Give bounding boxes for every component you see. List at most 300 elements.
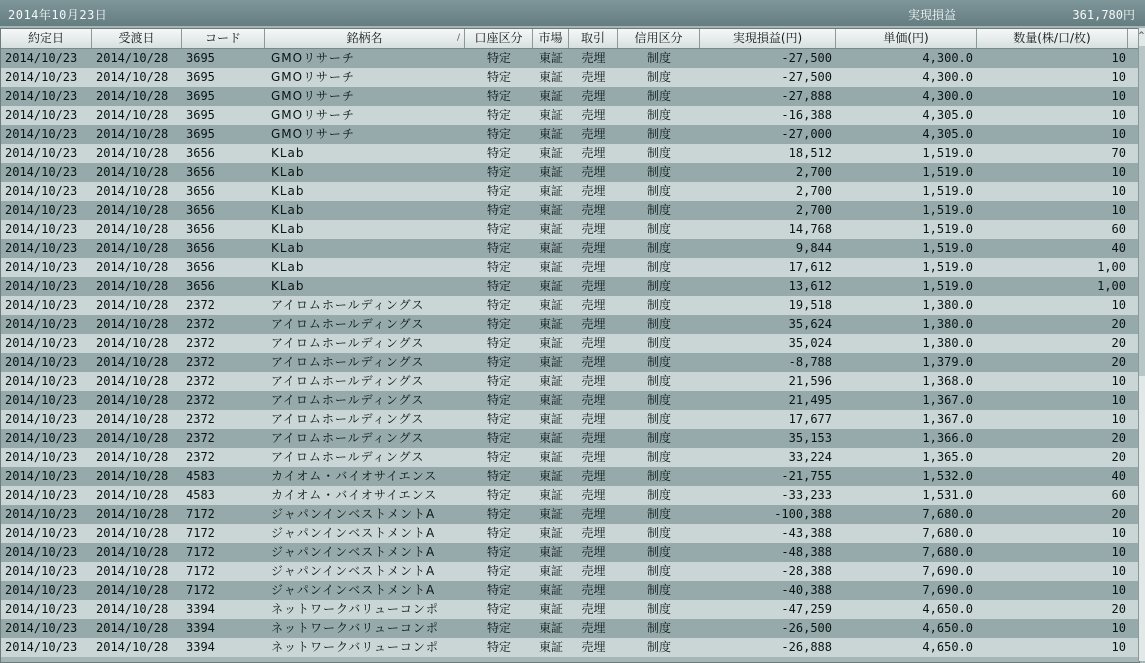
table-row[interactable]	[1, 49, 1139, 68]
cell-margin-type: 制度	[646, 108, 671, 122]
cell-margin-type: 制度	[646, 222, 671, 236]
cell-margin-type: 制度	[646, 602, 671, 616]
table-row[interactable]	[1, 315, 1139, 334]
cell-market: 東証	[538, 507, 563, 521]
cell-settlement-date: 2014/10/28	[96, 317, 169, 331]
cell-code: 2372	[186, 393, 215, 407]
cell-account-type: 特定	[486, 51, 511, 65]
cell-quantity: 10	[1111, 526, 1126, 540]
table-row[interactable]	[1, 448, 1139, 467]
cell-trade-date: 2014/10/23	[5, 146, 78, 160]
cell-margin-type: 制度	[646, 488, 671, 502]
column-header-trade-date[interactable]: 約定日	[1, 29, 92, 48]
cell-quantity: 10	[1111, 545, 1126, 559]
cell-margin-type: 制度	[646, 127, 671, 141]
cell-account-type: 特定	[486, 393, 511, 407]
cell-market: 東証	[538, 431, 563, 445]
cell-realized-profit: -26,888	[781, 640, 832, 654]
cell-settlement-date: 2014/10/28	[96, 374, 169, 388]
cell-account-type: 特定	[486, 89, 511, 103]
cell-trade-date: 2014/10/23	[5, 298, 78, 312]
table-row[interactable]	[1, 144, 1139, 163]
cell-account-type: 特定	[486, 602, 511, 616]
cell-stock-name: KLab	[271, 146, 305, 160]
cell-code: 2372	[186, 336, 215, 350]
table-row[interactable]	[1, 638, 1139, 657]
cell-code: 3656	[186, 146, 215, 160]
sort-indicator-icon: /	[456, 33, 460, 43]
cell-settlement-date: 2014/10/28	[96, 165, 169, 179]
cell-trade-type: 売埋	[581, 108, 606, 122]
cell-trade-date: 2014/10/23	[5, 241, 78, 255]
cell-code: 2372	[186, 431, 215, 445]
cell-market: 東証	[538, 450, 563, 464]
cell-market: 東証	[538, 545, 563, 559]
cell-trade-type: 売埋	[581, 355, 606, 369]
table-row[interactable]	[1, 467, 1139, 486]
cell-code: 3656	[186, 260, 215, 274]
cell-code: 2372	[186, 298, 215, 312]
column-header-realized-profit[interactable]: 実現損益(円)	[700, 29, 836, 48]
cell-margin-type: 制度	[646, 450, 671, 464]
cell-account-type: 特定	[486, 70, 511, 84]
cell-trade-date: 2014/10/23	[5, 279, 78, 293]
cell-trade-date: 2014/10/23	[5, 260, 78, 274]
cell-trade-date: 2014/10/23	[5, 488, 78, 502]
cell-code: 3656	[186, 279, 215, 293]
cell-market: 東証	[538, 393, 563, 407]
cell-margin-type: 制度	[646, 412, 671, 426]
cell-realized-profit: -16,388	[781, 108, 832, 122]
cell-code: 7172	[186, 564, 215, 578]
cell-settlement-date: 2014/10/28	[96, 431, 169, 445]
cell-margin-type: 制度	[646, 203, 671, 217]
cell-trade-type: 売埋	[581, 374, 606, 388]
table-row[interactable]	[1, 581, 1139, 600]
cell-unit-price: 1,519.0	[922, 279, 973, 293]
cell-account-type: 特定	[486, 298, 511, 312]
cell-trade-type: 売埋	[581, 70, 606, 84]
cell-trade-date: 2014/10/23	[5, 336, 78, 350]
cell-trade-type: 売埋	[581, 621, 606, 635]
scrollbar-thumb[interactable]	[1139, 46, 1145, 376]
cell-trade-type: 売埋	[581, 146, 606, 160]
cell-quantity: 40	[1111, 241, 1126, 255]
cell-account-type: 特定	[486, 450, 511, 464]
cell-trade-type: 売埋	[581, 127, 606, 141]
cell-stock-name: KLab	[271, 260, 305, 274]
cell-account-type: 特定	[486, 241, 511, 255]
table-row[interactable]	[1, 505, 1139, 524]
cell-market: 東証	[538, 260, 563, 274]
column-header-code[interactable]: コード	[182, 29, 265, 48]
column-header-account-type[interactable]: 口座区分	[465, 29, 533, 48]
cell-realized-profit: 35,624	[788, 317, 832, 331]
cell-settlement-date: 2014/10/28	[96, 336, 169, 350]
cell-unit-price: 4,650.0	[922, 640, 973, 654]
realized-profit-label: 実現損益	[908, 8, 957, 22]
cell-market: 東証	[538, 583, 563, 597]
cell-quantity: 60	[1111, 488, 1126, 502]
cell-settlement-date: 2014/10/28	[96, 469, 169, 483]
cell-stock-name: ジャパンインベストメントA	[271, 564, 436, 578]
cell-stock-name: アイロムホールディングス	[271, 393, 425, 407]
table-row[interactable]	[1, 220, 1139, 239]
cell-margin-type: 制度	[646, 260, 671, 274]
cell-trade-type: 売埋	[581, 393, 606, 407]
cell-quantity: 20	[1111, 450, 1126, 464]
table-row[interactable]	[1, 258, 1139, 277]
cell-margin-type: 制度	[646, 70, 671, 84]
cell-realized-profit: -27,500	[781, 51, 832, 65]
cell-realized-profit: -27,000	[781, 127, 832, 141]
cell-account-type: 特定	[486, 184, 511, 198]
table-row[interactable]	[1, 239, 1139, 258]
cell-market: 東証	[538, 146, 563, 160]
cell-unit-price: 4,300.0	[922, 51, 973, 65]
cell-market: 東証	[538, 108, 563, 122]
cell-settlement-date: 2014/10/28	[96, 583, 169, 597]
cell-realized-profit: -21,755	[781, 469, 832, 483]
cell-quantity: 10	[1111, 640, 1126, 654]
cell-realized-profit: -27,888	[781, 89, 832, 103]
cell-trade-date: 2014/10/23	[5, 89, 78, 103]
cell-trade-date: 2014/10/23	[5, 526, 78, 540]
cell-trade-date: 2014/10/23	[5, 450, 78, 464]
table-row[interactable]	[1, 524, 1139, 543]
cell-margin-type: 制度	[646, 469, 671, 483]
trade-date: 2014年10月23日	[8, 8, 108, 22]
cell-trade-date: 2014/10/23	[5, 355, 78, 369]
cell-unit-price: 4,305.0	[922, 108, 973, 122]
table-row[interactable]	[1, 619, 1139, 638]
cell-stock-name: ネットワークバリューコンポ	[271, 602, 439, 616]
cell-trade-type: 売埋	[581, 564, 606, 578]
cell-stock-name: アイロムホールディングス	[271, 355, 425, 369]
cell-settlement-date: 2014/10/28	[96, 621, 169, 635]
cell-stock-name: ジャパンインベストメントA	[271, 583, 436, 597]
cell-account-type: 特定	[486, 127, 511, 141]
cell-unit-price: 1,519.0	[922, 184, 973, 198]
cell-account-type: 特定	[486, 526, 511, 540]
cell-unit-price: 1,380.0	[922, 336, 973, 350]
table-row[interactable]	[1, 353, 1139, 372]
cell-code: 7172	[186, 526, 215, 540]
cell-margin-type: 制度	[646, 298, 671, 312]
cell-trade-date: 2014/10/23	[5, 70, 78, 84]
cell-trade-date: 2014/10/23	[5, 127, 78, 141]
cell-market: 東証	[538, 298, 563, 312]
cell-settlement-date: 2014/10/28	[96, 545, 169, 559]
table-row[interactable]	[1, 410, 1139, 429]
cell-realized-profit: 13,612	[788, 279, 832, 293]
cell-settlement-date: 2014/10/28	[96, 127, 169, 141]
cell-settlement-date: 2014/10/28	[96, 564, 169, 578]
cell-trade-type: 売埋	[581, 241, 606, 255]
table-row[interactable]	[1, 600, 1139, 619]
cell-market: 東証	[538, 184, 563, 198]
cell-code: 7172	[186, 507, 215, 521]
cell-trade-type: 売埋	[581, 51, 606, 65]
cell-trade-date: 2014/10/23	[5, 621, 78, 635]
cell-unit-price: 7,680.0	[922, 545, 973, 559]
column-header-stock-name-label: 銘柄名	[346, 31, 383, 45]
cell-account-type: 特定	[486, 336, 511, 350]
cell-realized-profit: 14,768	[788, 222, 832, 236]
cell-account-type: 特定	[486, 317, 511, 331]
cell-account-type: 特定	[486, 260, 511, 274]
cell-stock-name: ジャパンインベストメントA	[271, 526, 436, 540]
table-row[interactable]	[1, 182, 1139, 201]
column-header-unit-price[interactable]: 単価(円)	[836, 29, 977, 48]
cell-unit-price: 1,380.0	[922, 298, 973, 312]
cell-settlement-date: 2014/10/28	[96, 355, 169, 369]
cell-account-type: 特定	[486, 374, 511, 388]
cell-unit-price: 1,531.0	[922, 488, 973, 502]
cell-trade-type: 売埋	[581, 298, 606, 312]
column-header-market[interactable]: 市場	[533, 29, 569, 48]
cell-code: 3695	[186, 51, 215, 65]
cell-unit-price: 1,368.0	[922, 374, 973, 388]
cell-trade-type: 売埋	[581, 545, 606, 559]
cell-settlement-date: 2014/10/28	[96, 507, 169, 521]
cell-trade-date: 2014/10/23	[5, 393, 78, 407]
cell-market: 東証	[538, 279, 563, 293]
cell-code: 3695	[186, 127, 215, 141]
cell-settlement-date: 2014/10/28	[96, 279, 169, 293]
cell-stock-name: カイオム・バイオサイエンス	[271, 488, 438, 502]
cell-account-type: 特定	[486, 203, 511, 217]
table-row[interactable]	[1, 125, 1139, 144]
table-row[interactable]	[1, 163, 1139, 182]
table-row[interactable]	[1, 106, 1139, 125]
cell-trade-date: 2014/10/23	[5, 431, 78, 445]
cell-account-type: 特定	[486, 564, 511, 578]
cell-margin-type: 制度	[646, 545, 671, 559]
cell-trade-type: 売埋	[581, 602, 606, 616]
table-row[interactable]	[1, 87, 1139, 106]
cell-unit-price: 1,379.0	[922, 355, 973, 369]
cell-quantity: 10	[1111, 393, 1126, 407]
cell-settlement-date: 2014/10/28	[96, 89, 169, 103]
cell-realized-profit: -40,388	[781, 583, 832, 597]
cell-quantity: 40	[1111, 469, 1126, 483]
cell-trade-date: 2014/10/23	[5, 545, 78, 559]
cell-margin-type: 制度	[646, 317, 671, 331]
cell-settlement-date: 2014/10/28	[96, 184, 169, 198]
cell-market: 東証	[538, 374, 563, 388]
cell-trade-date: 2014/10/23	[5, 184, 78, 198]
cell-trade-date: 2014/10/23	[5, 203, 78, 217]
cell-unit-price: 1,366.0	[922, 431, 973, 445]
cell-realized-profit: -27,500	[781, 70, 832, 84]
cell-realized-profit: -43,388	[781, 526, 832, 540]
cell-market: 東証	[538, 640, 563, 654]
cell-margin-type: 制度	[646, 526, 671, 540]
cell-trade-type: 売埋	[581, 317, 606, 331]
cell-unit-price: 1,532.0	[922, 469, 973, 483]
cell-quantity: 1,00	[1097, 279, 1126, 293]
table-row[interactable]	[1, 68, 1139, 87]
cell-unit-price: 4,300.0	[922, 70, 973, 84]
cell-account-type: 特定	[486, 545, 511, 559]
cell-trade-type: 売埋	[581, 431, 606, 445]
cell-unit-price: 1,367.0	[922, 412, 973, 426]
cell-stock-name: カイオム・バイオサイエンス	[271, 469, 438, 483]
table-row[interactable]	[1, 296, 1139, 315]
cell-code: 3656	[186, 241, 215, 255]
cell-settlement-date: 2014/10/28	[96, 298, 169, 312]
cell-market: 東証	[538, 488, 563, 502]
table-row[interactable]	[1, 372, 1139, 391]
cell-code: 7172	[186, 545, 215, 559]
cell-account-type: 特定	[486, 146, 511, 160]
cell-trade-type: 売埋	[581, 184, 606, 198]
cell-realized-profit: 33,224	[788, 450, 832, 464]
table-row[interactable]	[1, 201, 1139, 220]
cell-code: 3394	[186, 602, 215, 616]
cell-trade-date: 2014/10/23	[5, 469, 78, 483]
cell-account-type: 特定	[486, 507, 511, 521]
cell-settlement-date: 2014/10/28	[96, 146, 169, 160]
cell-trade-type: 売埋	[581, 488, 606, 502]
cell-unit-price: 1,519.0	[922, 203, 973, 217]
cell-market: 東証	[538, 317, 563, 331]
cell-quantity: 20	[1111, 336, 1126, 350]
cell-account-type: 特定	[486, 640, 511, 654]
cell-margin-type: 制度	[646, 241, 671, 255]
cell-quantity: 10	[1111, 621, 1126, 635]
cell-unit-price: 7,690.0	[922, 564, 973, 578]
cell-code: 2372	[186, 317, 215, 331]
table-row[interactable]	[1, 543, 1139, 562]
cell-quantity: 70	[1111, 146, 1126, 160]
cell-quantity: 20	[1111, 431, 1126, 445]
cell-stock-name: GMOリサーチ	[271, 127, 355, 141]
cell-realized-profit: 19,518	[788, 298, 832, 312]
trade-history-table	[0, 28, 1140, 663]
table-row[interactable]	[1, 429, 1139, 448]
cell-trade-type: 売埋	[581, 469, 606, 483]
cell-quantity: 10	[1111, 165, 1126, 179]
cell-settlement-date: 2014/10/28	[96, 488, 169, 502]
cell-code: 3394	[186, 640, 215, 654]
cell-realized-profit: 17,612	[788, 260, 832, 274]
cell-trade-type: 売埋	[581, 222, 606, 236]
table-row[interactable]	[1, 486, 1139, 505]
cell-settlement-date: 2014/10/28	[96, 241, 169, 255]
table-row[interactable]	[1, 391, 1139, 410]
cell-margin-type: 制度	[646, 374, 671, 388]
cell-trade-type: 売埋	[581, 165, 606, 179]
cell-margin-type: 制度	[646, 393, 671, 407]
cell-realized-profit: 17,677	[788, 412, 832, 426]
cell-margin-type: 制度	[646, 507, 671, 521]
cell-settlement-date: 2014/10/28	[96, 108, 169, 122]
cell-unit-price: 4,305.0	[922, 127, 973, 141]
table-row[interactable]	[1, 334, 1139, 353]
cell-unit-price: 7,690.0	[922, 583, 973, 597]
cell-code: 3656	[186, 203, 215, 217]
cell-realized-profit: 21,495	[788, 393, 832, 407]
cell-market: 東証	[538, 165, 563, 179]
cell-stock-name: アイロムホールディングス	[271, 431, 425, 445]
cell-trade-date: 2014/10/23	[5, 108, 78, 122]
cell-trade-type: 売埋	[581, 336, 606, 350]
cell-unit-price: 1,519.0	[922, 260, 973, 274]
column-header-margin-type[interactable]: 信用区分	[618, 29, 700, 48]
column-header-settlement-date[interactable]: 受渡日	[92, 29, 182, 48]
cell-trade-date: 2014/10/23	[5, 583, 78, 597]
cell-quantity: 10	[1111, 184, 1126, 198]
table-row[interactable]	[1, 562, 1139, 581]
cell-stock-name: アイロムホールディングス	[271, 374, 425, 388]
cell-trade-date: 2014/10/23	[5, 222, 78, 236]
cell-margin-type: 制度	[646, 431, 671, 445]
cell-stock-name: KLab	[271, 279, 305, 293]
cell-settlement-date: 2014/10/28	[96, 393, 169, 407]
cell-settlement-date: 2014/10/28	[96, 222, 169, 236]
cell-account-type: 特定	[486, 621, 511, 635]
column-header-quantity[interactable]: 数量(株/口/枚)	[977, 29, 1128, 48]
cell-stock-name: KLab	[271, 203, 305, 217]
cell-trade-date: 2014/10/23	[5, 51, 78, 65]
cell-trade-type: 売埋	[581, 203, 606, 217]
cell-trade-date: 2014/10/23	[5, 165, 78, 179]
cell-unit-price: 1,367.0	[922, 393, 973, 407]
cell-code: 2372	[186, 355, 215, 369]
cell-market: 東証	[538, 70, 563, 84]
cell-unit-price: 1,519.0	[922, 146, 973, 160]
cell-market: 東証	[538, 203, 563, 217]
cell-quantity: 20	[1111, 602, 1126, 616]
cell-code: 4583	[186, 488, 215, 502]
cell-trade-date: 2014/10/23	[5, 640, 78, 654]
cell-account-type: 特定	[486, 488, 511, 502]
cell-realized-profit: 35,024	[788, 336, 832, 350]
column-header-trade-type[interactable]: 取引	[569, 29, 618, 48]
cell-account-type: 特定	[486, 431, 511, 445]
cell-realized-profit: -48,388	[781, 545, 832, 559]
cell-margin-type: 制度	[646, 165, 671, 179]
cell-realized-profit: 9,844	[795, 241, 832, 255]
cell-trade-date: 2014/10/23	[5, 564, 78, 578]
cell-margin-type: 制度	[646, 336, 671, 350]
cell-market: 東証	[538, 51, 563, 65]
cell-settlement-date: 2014/10/28	[96, 203, 169, 217]
cell-realized-profit: -28,388	[781, 564, 832, 578]
cell-code: 4583	[186, 469, 215, 483]
cell-code: 3656	[186, 165, 215, 179]
cell-stock-name: アイロムホールディングス	[271, 336, 425, 350]
cell-market: 東証	[538, 222, 563, 236]
cell-trade-type: 売埋	[581, 507, 606, 521]
cell-trade-type: 売埋	[581, 412, 606, 426]
cell-quantity: 10	[1111, 412, 1126, 426]
column-header-stock-name[interactable]	[265, 29, 465, 48]
table-row[interactable]	[1, 277, 1139, 296]
cell-settlement-date: 2014/10/28	[96, 70, 169, 84]
cell-account-type: 特定	[486, 108, 511, 122]
cell-account-type: 特定	[486, 583, 511, 597]
vertical-scrollbar[interactable]	[1138, 28, 1145, 661]
cell-quantity: 10	[1111, 374, 1126, 388]
scroll-up-arrow-icon[interactable]: ^	[1138, 31, 1145, 41]
cell-unit-price: 7,680.0	[922, 507, 973, 521]
cell-unit-price: 1,365.0	[922, 450, 973, 464]
cell-unit-price: 1,519.0	[922, 222, 973, 236]
cell-stock-name: GMOリサーチ	[271, 89, 355, 103]
